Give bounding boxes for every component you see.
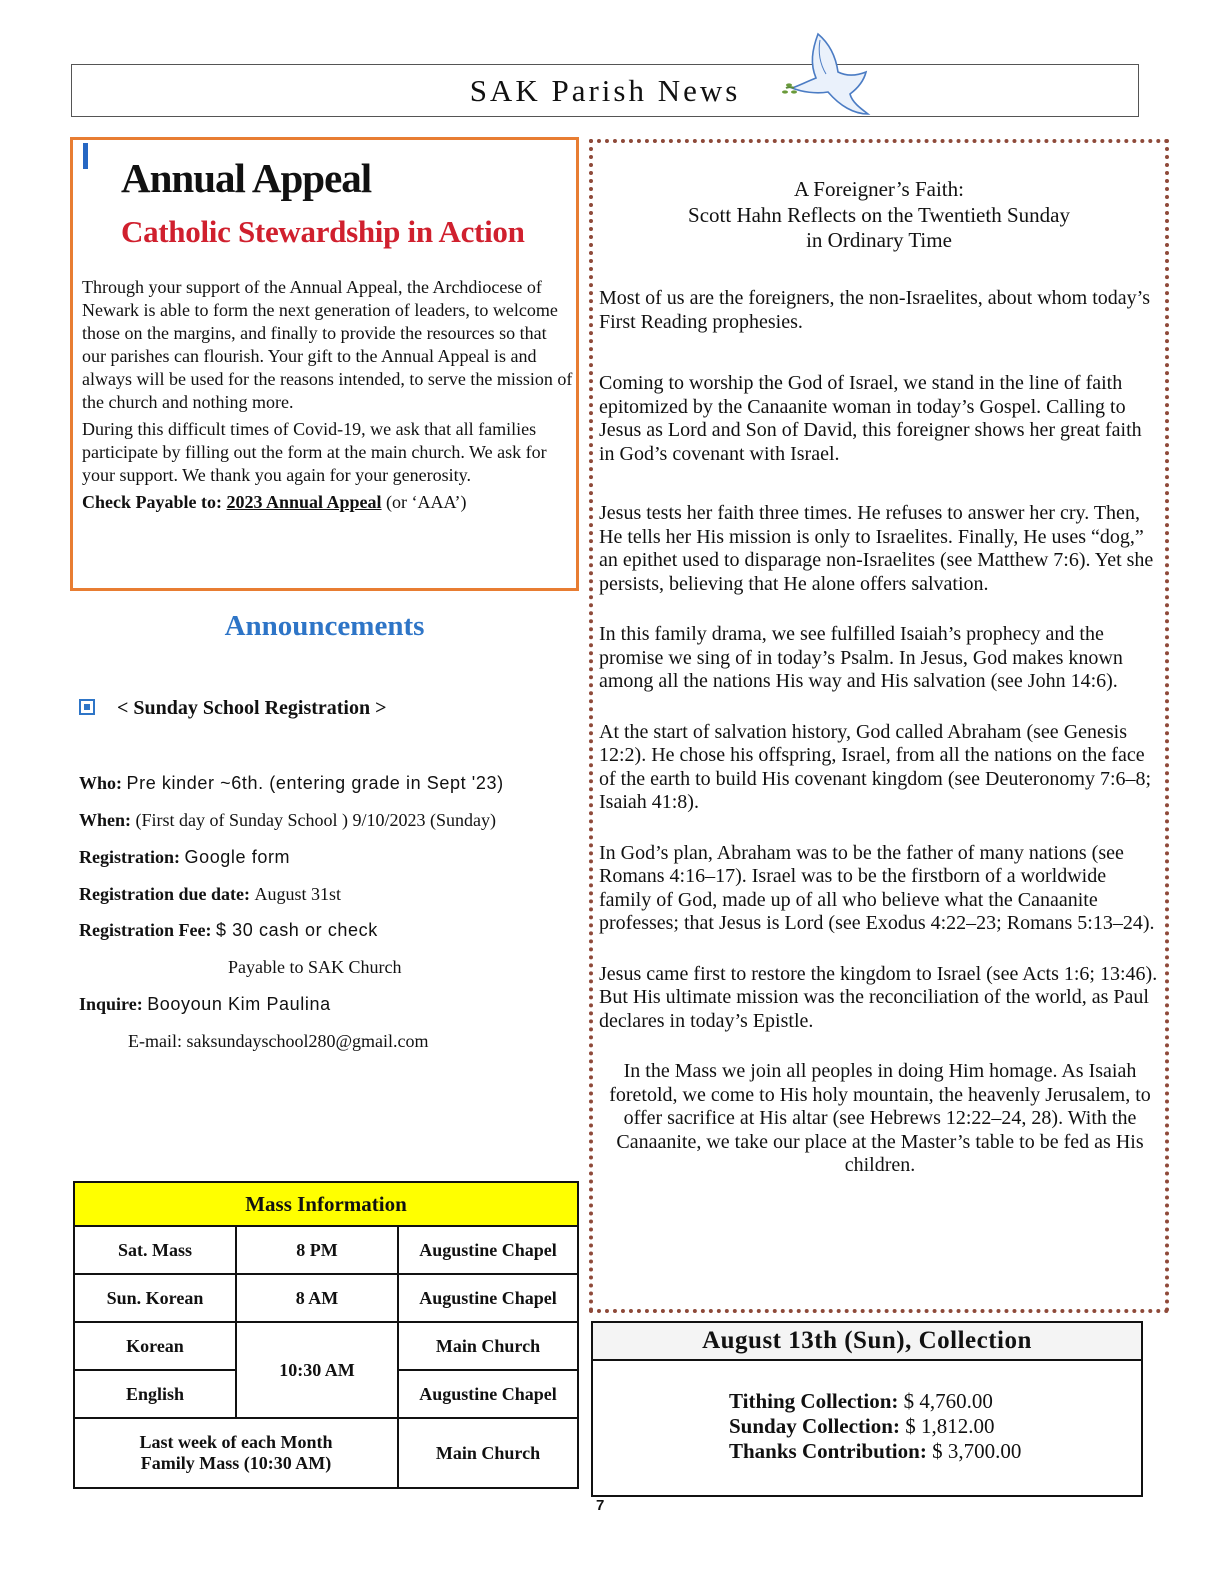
mass-time: 8 AM — [236, 1274, 398, 1322]
announcements-title: Announcements — [224, 610, 425, 642]
annual-appeal-box — [70, 137, 579, 591]
article-paragraph: In God’s plan, Abraham was to be the father of many nations (see Romans 4:16–17). Israel was to be the firstborn of a worldwide family of God, made up of all who believe what the Canaanite professes; that Jesus is Lord (see Exodus 4:22–23; Romans 5:13–24). — [599, 841, 1155, 934]
sunday-label: Sunday Collection: — [729, 1414, 906, 1438]
mass-place: Augustine Chapel — [398, 1226, 578, 1274]
registration-value: Google form — [184, 847, 291, 867]
mass-name: Korean — [74, 1322, 236, 1370]
email-line: E-mail: saksundayschool280@gmail.com — [128, 1031, 429, 1051]
article-body — [599, 287, 1161, 1205]
article-heading-line: A Foreigner’s Faith: — [794, 177, 964, 201]
mass-name: Sat. Mass — [74, 1226, 236, 1274]
who-label: Who: — [79, 773, 127, 793]
collection-lines — [729, 1389, 1021, 1464]
when-line — [79, 810, 496, 831]
due-date-line — [79, 884, 341, 905]
mass-name: Sun. Korean — [74, 1274, 236, 1322]
family-mass-line1: Last week of each Month — [139, 1432, 333, 1452]
mass-table-title: Mass Information — [74, 1182, 578, 1226]
registration-label: Registration: — [79, 847, 185, 867]
table-row — [74, 1274, 578, 1322]
fee-line — [79, 920, 378, 941]
article-paragraph: In this family drama, we see fulfilled Isaiah’s prophecy and the promise we sing of in today’s Psalm. In Jesus, God makes known among all the nations His way and His salvation (see John 14:6). — [599, 623, 1123, 692]
checkbox-bullet-icon — [79, 699, 95, 715]
sunday-value: $ 1,812.00 — [905, 1414, 995, 1438]
appeal-body — [82, 276, 574, 518]
appeal-subtitle: Catholic Stewardship in Action — [121, 214, 525, 249]
newsletter-title: SAK Parish News — [469, 73, 741, 108]
article-paragraph: In the Mass we join all peoples in doing Him homage. As Isaiah foretold, we come to His holy mountain, the heavenly Jerusalem, to offer sacrifice at His altar (see Hebrews 12:22–24, 28). With the Canaanite, we take our place at the Master’s table to be fed as His children. — [609, 1060, 1151, 1176]
mass-place: Augustine Chapel — [398, 1274, 578, 1322]
article-paragraph: At the start of salvation history, God called Abraham (see Genesis 12:2). He chose his offspring, Israel, from all the nations on the face of the earth to build His covenant kingdom (see Deuteronomy 7:6–8; Isaiah 41:8). — [599, 720, 1152, 813]
sunday-line — [729, 1414, 1021, 1439]
inquire-value: Booyoun Kim Paulina — [147, 994, 331, 1014]
article-heading-line: Scott Hahn Reflects on the Twentieth Sunday — [688, 202, 1070, 227]
dove-icon — [780, 22, 880, 122]
table-row — [74, 1322, 578, 1370]
check-label: Check Payable to: — [82, 492, 227, 512]
payable-line: Payable to SAK Church — [228, 957, 402, 977]
collection-title: August 13th (Sun), Collection — [593, 1323, 1141, 1361]
due-value: August 31st — [254, 884, 341, 904]
article-heading-line: in Ordinary Time — [806, 228, 952, 252]
thanks-label: Thanks Contribution: — [729, 1439, 933, 1463]
article-box — [589, 139, 1169, 1313]
thanks-line — [729, 1439, 1021, 1464]
tithing-label: Tithing Collection: — [729, 1389, 904, 1413]
mass-place: Augustine Chapel — [398, 1370, 578, 1418]
mass-place: Main Church — [398, 1322, 578, 1370]
table-row — [74, 1226, 578, 1274]
collection-box — [591, 1321, 1143, 1497]
article-paragraph: Coming to worship the God of Israel, we stand in the line of faith epitomized by the Canaanite woman in today’s Gospel. Calling to Jesus as Lord and Son of David, this foreigner shows her great faith in God’s covenant with Israel. — [599, 372, 1142, 465]
due-label: Registration due date: — [79, 884, 255, 904]
fee-value: $ 30 cash or check — [215, 920, 378, 940]
family-mass-line2: Family Mass (10:30 AM) — [140, 1453, 332, 1473]
who-value: Pre kinder ~6th. (entering grade in Sept '23) — [126, 773, 504, 793]
appeal-title: Annual Appeal — [121, 155, 372, 201]
accent-bar — [83, 143, 88, 169]
registration-line — [79, 847, 290, 868]
page-number: 7 — [596, 1497, 605, 1514]
inquire-line — [79, 994, 331, 1015]
family-mass-cell — [74, 1418, 398, 1488]
who-line — [79, 773, 504, 794]
article-paragraph: Most of us are the foreigners, the non-Israelites, about whom today’s First Reading prophesies. — [599, 287, 1150, 333]
registration-heading-text: < Sunday School Registration > — [117, 697, 387, 719]
table-row — [74, 1418, 578, 1488]
check-payee: 2023 Annual Appeal — [226, 492, 382, 512]
appeal-paragraph: During this difficult times of Covid-19, we ask that all families participate by filling out the form at the main church. We ask for your support. We thank you again for your generosity. — [82, 419, 547, 485]
thanks-value: $ 3,700.00 — [932, 1439, 1022, 1463]
mass-name: English — [74, 1370, 236, 1418]
article-heading — [593, 177, 1165, 254]
inquire-label: Inquire: — [79, 994, 148, 1014]
newsletter-header — [71, 64, 1139, 117]
registration-heading — [79, 697, 387, 720]
tithing-value: $ 4,760.00 — [903, 1389, 993, 1413]
article-paragraph: Jesus came first to restore the kingdom to Israel (see Acts 1:6; 13:46). But His ultimate mission was the reconciliation of the world, as Paul declares in today’s Epistle. — [599, 962, 1158, 1032]
appeal-check-line — [82, 491, 574, 514]
mass-time: 10:30 AM — [236, 1322, 398, 1418]
fee-label: Registration Fee: — [79, 920, 216, 940]
mass-time: 8 PM — [236, 1226, 398, 1274]
article-paragraph: Jesus tests her faith three times. He refuses to answer her cry. Then, He tells her His mission is only to Israelites. Finally, He uses “dog,” an epithet used to disparage non-Israelites (see Matthew 7:6). Yet she persists, believing that He alone offers salvation. — [599, 502, 1154, 595]
tithing-line — [729, 1389, 1021, 1414]
when-value: (First day of Sunday School ) 9/10/2023 (Sunday) — [135, 810, 496, 830]
when-label: When: — [79, 810, 136, 830]
appeal-paragraph: Through your support of the Annual Appeal, the Archdiocese of Newark is able to form the next generation of leaders, to welcome those on the margins, and finally to provide the resources so that our parishes can flourish. Your gift to the Annual Appeal is and always will be used for the reasons intended, to serve the mission of the church and nothing more. — [82, 277, 573, 412]
family-mass-place: Main Church — [398, 1418, 578, 1488]
mass-information-table — [73, 1181, 579, 1489]
check-note: (or ‘AAA’) — [381, 492, 467, 512]
